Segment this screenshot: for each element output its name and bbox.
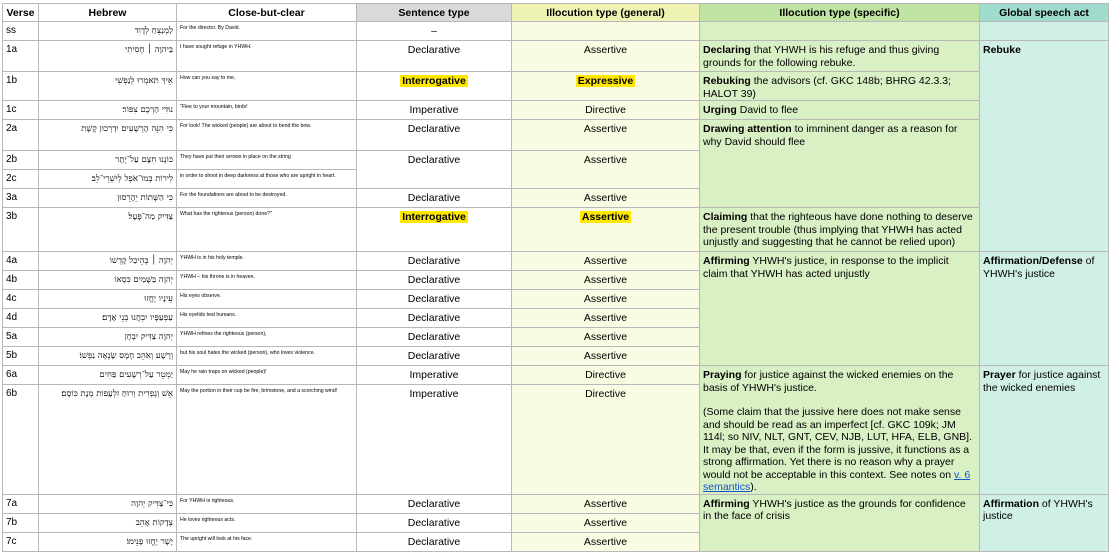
hebrew-cell: נוּדִי הַרְכֶם צִפּוֹר׃ (39, 101, 177, 120)
sentence-type-cell: Declarative (357, 120, 512, 151)
cbc-cell: in order to shoot in deep darkness at those who are upright in heart. (177, 170, 357, 189)
specific-text: David to flee (736, 104, 799, 116)
hebrew-cell: לַמְנַצֵּחַ לְדָוִד (39, 22, 177, 41)
illocution-general-cell: Directive (512, 366, 700, 385)
sentence-type-cell: Imperative (357, 366, 512, 385)
illocution-specific-cell (700, 72, 980, 101)
illocution-general-cell: Assertive (512, 252, 700, 271)
specific-text: that the righteous have done nothing to deserve the present trouble (thus implying that YHWH has acted unjustly and suggesting that he cannot be relied upon) (703, 211, 973, 248)
illocution-general-cell: Assertive (512, 271, 700, 290)
verse-cell: 4d (3, 309, 39, 328)
global-keyword: Rebuke (983, 44, 1021, 56)
sentence-type-cell: Declarative (357, 347, 512, 366)
illocution-general-cell: Assertive (512, 328, 700, 347)
verse-cell: 2a (3, 120, 39, 151)
cbc-cell: His eyelids test humans. (177, 309, 357, 328)
specific-keyword: Claiming (703, 211, 748, 223)
hebrew-cell: כִּי הַשָּׁתוֹת יֵהָרֵסוּן (39, 189, 177, 208)
sentence-type-cell: Imperative (357, 385, 512, 494)
sentence-type-cell: Declarative (357, 494, 512, 513)
hebrew-cell: אֵיךְ תֹּאמְרוּ לְנַפְשִׁי (39, 72, 177, 101)
sentence-type-cell: Declarative (357, 41, 512, 72)
hebrew-cell: יְהוָה בַּשָּׁמַיִם כִּסְאוֹ (39, 271, 177, 290)
speech-act-table (2, 3, 1109, 552)
sentence-type-cell (357, 208, 512, 252)
table-row (3, 366, 1109, 385)
cbc-cell: I have sought refuge in YHWH. (177, 41, 357, 72)
header-close-but-clear: Close-but-clear (177, 4, 357, 22)
header-illocution-specific: Illocution type (specific) (700, 4, 980, 22)
sentence-type-cell: – (357, 22, 512, 41)
sentence-type-cell: Declarative (357, 189, 512, 208)
specific-text: the advisors (cf. GKC 148b; BHRG 42.3.3; HALOT 39) (703, 75, 952, 100)
specific-keyword: Affirming (703, 255, 750, 267)
specific-keyword: Urging (703, 104, 737, 116)
verse-cell: 5b (3, 347, 39, 366)
verse-cell: 1c (3, 101, 39, 120)
hebrew-cell: צַדִּיק מַה־פָּעָל׃ (39, 208, 177, 252)
verse-cell: ss (3, 22, 39, 41)
hebrew-cell: צְדָקוֹת אָהֵב (39, 513, 177, 532)
verse-cell: 6a (3, 366, 39, 385)
global-cell (980, 252, 1109, 366)
cbc-cell: For the foundations are about to be destroyed. (177, 189, 357, 208)
cbc-cell: May the portion in their cup be fire, brimstone, and a scorching wind! (177, 385, 357, 494)
illocution-specific-cell (700, 22, 980, 41)
hebrew-cell: לִירוֹת בְּמוֹ־אֹפֶל לְיִשְׁרֵי־לֵב׃ (39, 170, 177, 189)
global-text: for justice against the wicked enemies (983, 369, 1101, 394)
header-illocution-general: Illocution type (general) (512, 4, 700, 22)
global-text: of YHWH's justice (983, 497, 1093, 522)
global-keyword: Affirmation/Defense (983, 255, 1083, 267)
header-sentence-type: Sentence type (357, 4, 512, 22)
illocution-general-cell (512, 208, 700, 252)
specific-text: YHWH's justice as the grounds for confidence in the face of crisis (703, 497, 966, 522)
illocution-general-cell (512, 72, 700, 101)
hebrew-cell: יְהוָה ׀ בְּהֵיכַל קָדְשׁוֹ (39, 252, 177, 271)
cbc-cell: but his soul hates the wicked (person), who loves violence. (177, 347, 357, 366)
header-hebrew: Hebrew (39, 4, 177, 22)
specific-keyword: Declaring (703, 44, 751, 56)
cbc-cell: What has the righteous (person) done?" (177, 208, 357, 252)
cbc-cell: May he rain traps on wicked (people)! (177, 366, 357, 385)
cbc-cell: He loves righteous acts. (177, 513, 357, 532)
verse-cell: 1a (3, 41, 39, 72)
header-row (3, 4, 1109, 22)
hebrew-cell: כִּי הִנֵּה הָרְשָׁעִים יִדְרְכוּן קֶשֶׁת (39, 120, 177, 151)
specific-text: YHWH's justice, in response to the implicit claim that YHWH has acted unjustly (703, 255, 949, 280)
specific-text: that YHWH is his refuge and thus giving grounds for the following rebuke. (703, 44, 940, 69)
illocution-specific-cell (700, 252, 980, 366)
specific-keyword: Affirming (703, 497, 750, 510)
table-row (3, 120, 1109, 151)
verse-cell: 5a (3, 328, 39, 347)
illocution-specific-cell (700, 494, 980, 551)
cbc-cell: YHWH is in his holy temple. (177, 252, 357, 271)
cbc-cell: For YHWH is righteous. (177, 494, 357, 513)
header-global-speech-act: Global speech act (980, 4, 1109, 22)
cbc-cell: YHWH refines the righteous (person), (177, 328, 357, 347)
illocution-general-cell: Assertive (512, 189, 700, 208)
table-row (3, 41, 1109, 72)
illocution-general-cell: Assertive (512, 290, 700, 309)
illocution-general-cell: Assertive (512, 41, 700, 72)
hebrew-cell: יְהוָה צַדִּיק יִבְחָן (39, 328, 177, 347)
sentence-type-cell: Declarative (357, 532, 512, 551)
cbc-cell: YHWH – his throne is in heaven. (177, 271, 357, 290)
verse-cell: 2c (3, 170, 39, 189)
illocution-specific-cell (700, 101, 980, 120)
illocution-general-cell: Assertive (512, 494, 700, 513)
verse-cell: 4b (3, 271, 39, 290)
cbc-cell: His eyes observe. (177, 290, 357, 309)
hebrew-cell: וְרָשָׁע וְאֹהֵב חָמָס שָׂנְאָה נַפְשׁוֹ׃ (39, 347, 177, 366)
table-row (3, 72, 1109, 101)
table-row (3, 252, 1109, 271)
note-end: ). (750, 481, 757, 493)
specific-keyword: Praying (703, 369, 742, 381)
verse-cell: 6b (3, 385, 39, 494)
verse-cell: 7b (3, 513, 39, 532)
hebrew-cell: עֵינָיו יֶחֱזוּ (39, 290, 177, 309)
table-row (3, 494, 1109, 513)
sentence-type-cell: Declarative (357, 271, 512, 290)
sentence-type-cell: Declarative (357, 513, 512, 532)
cbc-cell: For the director. By David. (177, 22, 357, 41)
note-text: (Some claim that the jussive here does not make sense and should be read as an imperfect [cf. GKC 109k; JM 114l; so NIV, NLT, GNT, CEV, NJB, LUT, HFA, ELB, GNB]. It may be that, even if the form is jussive, it functions as a strong affirmation. Yet there is no reason why a prayer would not be acceptable in this context. See notes on (703, 406, 973, 481)
highlighted-illocution-general: Assertive (581, 211, 630, 223)
cbc-cell: They have put their arrows in place on the string (177, 151, 357, 170)
verse-cell: 2b (3, 151, 39, 170)
hebrew-cell: כּוֹנְנוּ חִצָּם עַל־יֶתֶר (39, 151, 177, 170)
illocution-general-cell: Assertive (512, 347, 700, 366)
cbc-cell: For look! The wicked (people) are about to bend the bow. (177, 120, 357, 151)
specific-keyword: Rebuking (703, 75, 751, 87)
verse-cell: 7c (3, 532, 39, 551)
hebrew-cell: כִּי־צַדִּיק יְהוָה (39, 494, 177, 513)
illocution-general-cell: Assertive (512, 120, 700, 151)
global-keyword: Affirmation (983, 497, 1039, 510)
sentence-type-cell (357, 72, 512, 101)
global-keyword: Prayer (983, 369, 1016, 381)
verse-cell: 4c (3, 290, 39, 309)
illocution-specific-cell (700, 41, 980, 72)
illocution-general-cell: Directive (512, 385, 700, 494)
global-cell (980, 494, 1109, 551)
verse-cell: 3a (3, 189, 39, 208)
hebrew-cell: עַפְעַפָּיו יִבְחֲנוּ בְּנֵי אָדָם׃ (39, 309, 177, 328)
hebrew-cell: יַמְטֵר עַל־רְשָׁעִים פַּחִים (39, 366, 177, 385)
sentence-type-cell: Declarative (357, 290, 512, 309)
illocution-general-cell: Assertive (512, 151, 700, 189)
highlighted-illocution-general: Expressive (577, 75, 634, 87)
specific-text: to imminent danger as a reason for why David should flee (703, 123, 958, 148)
table-row (3, 208, 1109, 252)
verse-cell: 3b (3, 208, 39, 252)
header-verse: Verse (3, 4, 39, 22)
cbc-cell: How can you say to me, (177, 72, 357, 101)
hebrew-cell: בַּיהוָה ׀ חָסִיתִי (39, 41, 177, 72)
sentence-type-cell: Declarative (357, 309, 512, 328)
specific-keyword: Drawing attention (703, 123, 792, 135)
global-text: of YHWH's justice (983, 255, 1095, 280)
verse-cell: 1b (3, 72, 39, 101)
table-row (3, 22, 1109, 41)
sentence-type-cell: Declarative (357, 252, 512, 271)
illocution-general-cell: Assertive (512, 532, 700, 551)
cbc-cell: "Flee to your mountain, birds! (177, 101, 357, 120)
hebrew-cell: יָשָׁר יֶחֱזוּ פָנֵימוֹ׃ (39, 532, 177, 551)
illocution-general-cell: Assertive (512, 513, 700, 532)
illocution-general-cell: Directive (512, 101, 700, 120)
verse-cell: 4a (3, 252, 39, 271)
verse-cell: 7a (3, 494, 39, 513)
highlighted-sentence-type: Interrogative (402, 211, 466, 223)
table-row (3, 101, 1109, 120)
illocution-specific-cell (700, 120, 980, 208)
global-cell (980, 22, 1109, 41)
specific-text: for justice against the wicked enemies on the basis of YHWH's justice. (703, 369, 954, 394)
illocution-general-cell (512, 22, 700, 41)
illocution-specific-cell (700, 366, 980, 495)
hebrew-cell: אֵשׁ וְגָפְרִית וְרוּחַ זִלְעָפוֹת מְנָת כּוֹסָם׃ (39, 385, 177, 494)
sentence-type-cell: Imperative (357, 101, 512, 120)
cbc-cell: The upright will look at his face. (177, 532, 357, 551)
sentence-type-cell: Declarative (357, 151, 512, 189)
jussive-note (703, 406, 976, 494)
illocution-general-cell: Assertive (512, 309, 700, 328)
illocution-specific-cell (700, 208, 980, 252)
global-cell (980, 366, 1109, 495)
v6-semantics-link[interactable]: v. 6 semantics (703, 468, 971, 493)
global-cell (980, 41, 1109, 252)
sentence-type-cell: Declarative (357, 328, 512, 347)
highlighted-sentence-type: Interrogative (402, 75, 466, 87)
